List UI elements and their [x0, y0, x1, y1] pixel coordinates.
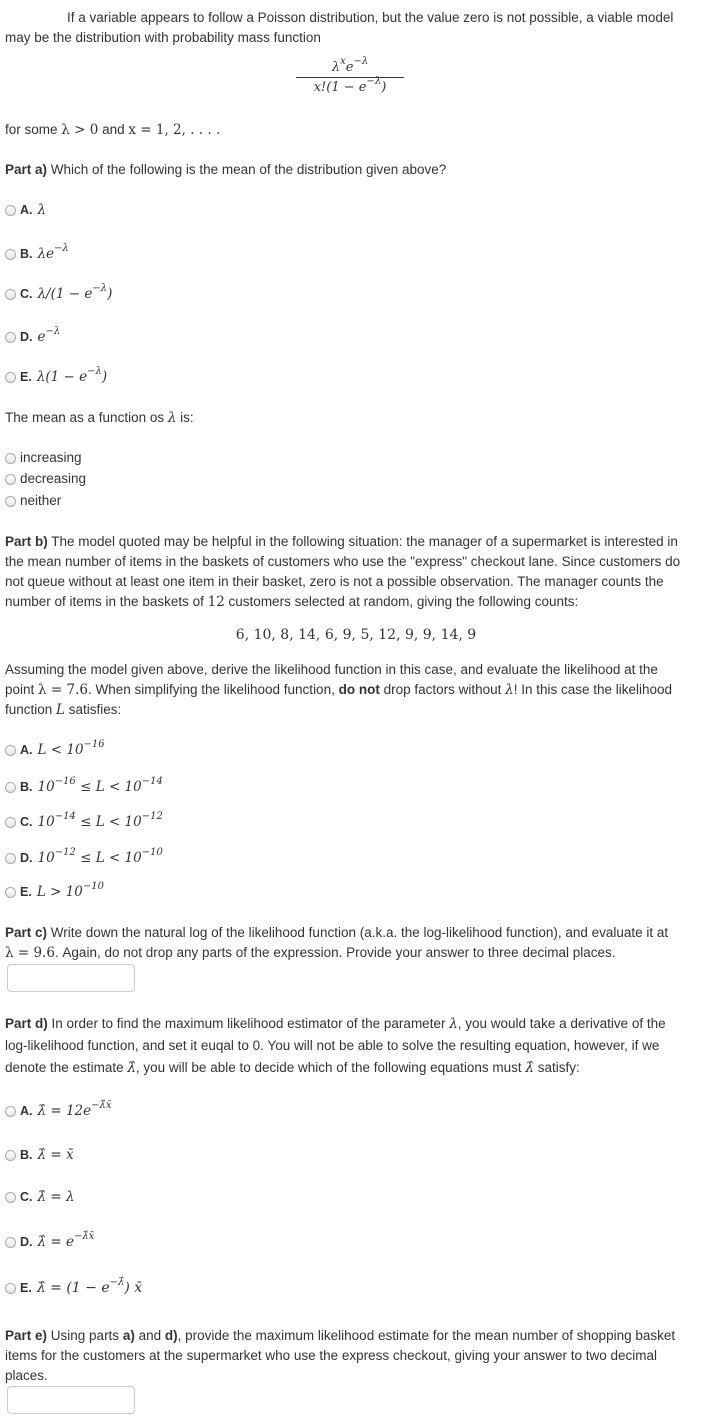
radio-button[interactable]	[5, 249, 16, 260]
part-c-label: Part c)	[5, 925, 48, 940]
part-e-label: Part e)	[5, 1328, 48, 1343]
sub-option-neither[interactable]: neither	[5, 491, 61, 511]
part-b-option-d[interactable]: D. $10^{-12} \le L < 10^{-10}$	[5, 848, 163, 868]
intro-text	[5, 8, 707, 48]
part-d-option-b[interactable]: B. λ̂ = x̄	[5, 1145, 74, 1165]
radio-button[interactable]	[5, 205, 16, 216]
radio-button[interactable]	[5, 453, 16, 464]
radio-button[interactable]	[5, 1283, 16, 1294]
radio-button[interactable]	[5, 782, 16, 793]
part-e-answer-input[interactable]	[7, 1386, 135, 1414]
lambda-condition: λ > 0	[61, 122, 99, 138]
sub-option-decreasing[interactable]: decreasing	[5, 469, 86, 489]
part-d-question: Part d) In order to find the maximum likelihood estimator of the parameter λ, you would take a derivative of the log-likelihood function, and set it euqal to 0. You will not be able to solve the resulting equation, however, if we denote the estimate λ̂, you will be able to decide which of the following equations must λ̂ satisfy:	[5, 1016, 666, 1076]
part-b-option-a[interactable]: A. $L < 10^{-16}$	[5, 740, 105, 760]
radio-button[interactable]	[5, 372, 16, 383]
radio-button[interactable]	[5, 1192, 16, 1203]
radio-button[interactable]	[5, 1106, 16, 1117]
part-b-option-c[interactable]: C. $10^{-14} \le L < 10^{-12}$	[5, 812, 163, 832]
intro-line-2: may be the distribution with probability mass function	[5, 30, 321, 45]
part-c-answer-input[interactable]	[7, 964, 135, 992]
part-d-option-a[interactable]: A. λ̂ = $12e^{-\lambdâx̄}$	[5, 1101, 111, 1121]
pmf-numerator: $\lambda^xe^{-\lambda}$	[331, 56, 369, 75]
pmf-condition: for some λ > 0 and x = 1, 2, . . . .	[5, 122, 221, 138]
radio-button[interactable]	[5, 745, 16, 756]
basket-counts: 6, 10, 8, 14, 6, 9, 5, 12, 9, 9, 14, 9	[235, 627, 477, 643]
radio-button[interactable]	[5, 496, 16, 507]
part-d-option-c[interactable]: C. λ̂ = λ	[5, 1187, 75, 1207]
x-condition: x = 1, 2, . . . .	[128, 122, 221, 138]
radio-button[interactable]	[5, 289, 16, 300]
part-b-question: Part b) The model quoted may be helpful in the following situation: the manager of a supermarket is interested in the mean number of items in the baskets of customers who use the "express" checkout lane. Since customers do not queue without at least one item in their basket, zero is not a possible observation. The manager counts the number of items in the baskets of 12 customers selected at random, giving the following counts:	[5, 534, 681, 610]
part-d-label: Part d)	[5, 1016, 48, 1031]
part-b-option-e[interactable]: E. $L > 10^{-10}$	[5, 882, 104, 902]
part-d-option-d[interactable]: D. λ̂ = $e^{-\lambdâx̄}$	[5, 1232, 94, 1252]
radio-button[interactable]	[5, 1237, 16, 1248]
radio-button[interactable]	[5, 817, 16, 828]
part-a-option-b[interactable]: B. $\lambda e^{-\lambda}$	[5, 244, 69, 264]
radio-button[interactable]	[5, 1150, 16, 1161]
part-b-label: Part b)	[5, 534, 48, 549]
intro-line-1: If a variable appears to follow a Poisson distribution, but the value zero is not possible, a viable model	[67, 10, 674, 25]
part-a-option-a[interactable]: A. λ	[5, 200, 46, 220]
evaluation-point: λ = 7.6	[38, 682, 88, 698]
sub-option-increasing[interactable]: increasing	[5, 448, 82, 468]
part-a-option-c[interactable]: C. $\lambda/(1 - e^{-\lambda})$	[5, 284, 112, 304]
part-a-question: Part a) Which of the following is the mean of the distribution given above?	[5, 162, 447, 177]
part-e-question: Part e) Using parts a) and d), provide the maximum likelihood estimate for the mean number of shopping basket items for the customers at the supermarket who use the express checkout, giving your answer to two decimal places.	[5, 1328, 676, 1383]
radio-button[interactable]	[5, 887, 16, 898]
part-b-option-b[interactable]: B. $10^{-16} \le L < 10^{-14}$	[5, 777, 163, 797]
part-c-question: Part c) Write down the natural log of the likelihood function (a.k.a. the log-likelihood function), and evaluate it at λ = 9.6. Again, do not drop any parts of the expression. Provide your answer to three decimal places.	[5, 925, 669, 961]
radio-button[interactable]	[5, 853, 16, 864]
part-a-sub-question: The mean as a function os λ is:	[5, 410, 194, 426]
pmf-formula	[290, 56, 410, 95]
part-b-assumption: Assuming the model given above, derive the likelihood function in this case, and evaluate the likelihood at the point λ = 7.6. When simplifying the likelihood function, do not drop factors without λ! In this case the likelihood function L satisfies:	[5, 662, 673, 718]
pmf-denominator: $x!(1 - e^{-\lambda})$	[313, 76, 387, 95]
part-a-option-e[interactable]: E. $\lambda(1 - e^{-\lambda})$	[5, 367, 107, 387]
part-a-option-d[interactable]: D. $e^{-\lambda}$	[5, 327, 60, 347]
radio-button[interactable]	[5, 474, 16, 485]
part-a-label: Part a)	[5, 162, 48, 177]
part-d-option-e[interactable]: E. λ̂ = $(1 - e^{-\lambdâ})$ x̄	[5, 1278, 142, 1298]
radio-button[interactable]	[5, 332, 16, 343]
